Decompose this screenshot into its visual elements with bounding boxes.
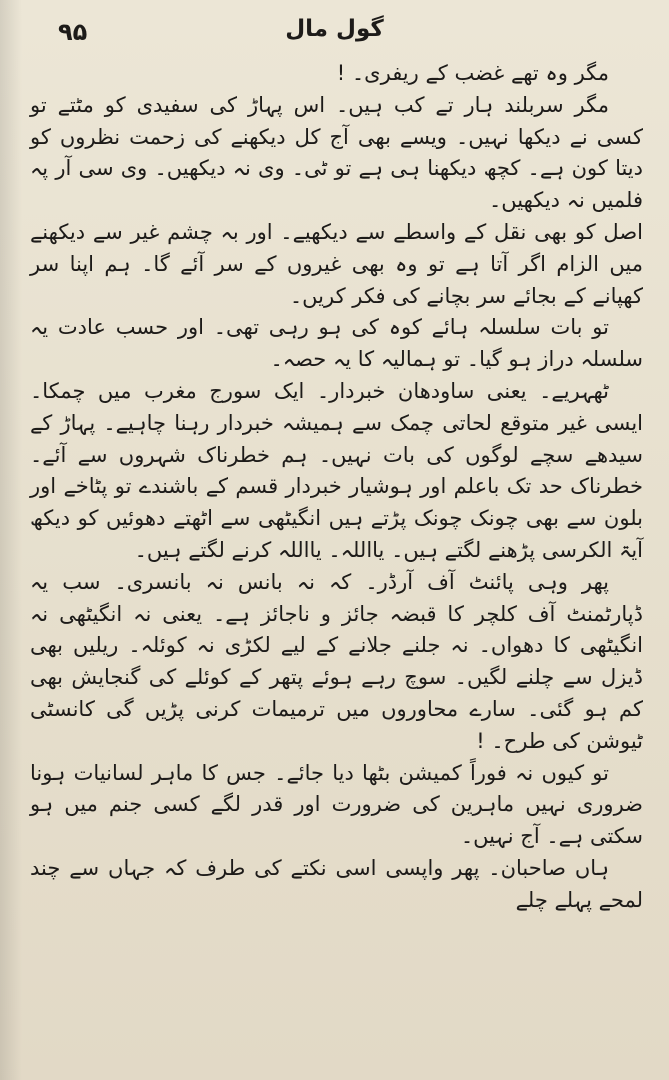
paragraph-2: مگر سربلند ہار تے کب ہیں۔ اس پہاڑ کی سفیدی کو مٹتے تو کسی نے دیکھا نہیں۔ ویسے بھی آج کل دیکھنے کی زحمت نظروں کو دیتا کون ہے۔ کچھ دیکھنا ہی ہے تو ٹی۔ وی نہ دیکھیں۔ وی سی آر پہ فلمیں نہ دیکھیں۔	[30, 92, 643, 213]
paragraph-1: مگر وہ تھے غضب کے ریفری۔ !	[336, 61, 609, 85]
paragraph-8: ہاں صاحبان۔ پھر واپسی اسی نکتے کی طرف کہ جہاں سے چند لمحے پہلے چلے	[30, 855, 643, 912]
body-text	[30, 58, 643, 917]
running-title: گول مال	[285, 16, 384, 42]
paragraph-7: تو کیوں نہ فوراً کمیشن بٹھا دیا جائے۔ جس کا ماہر لسانیات ہونا ضروری نہیں ماہرین کی ضرورت اور قدر لگے کسی جنم میں ہو سکتی ہے۔ آج نہیں۔	[30, 760, 643, 849]
spine-shadow	[0, 0, 22, 1080]
paragraph-6: پھر وہی پائنٹ آف آرڈر۔ کہ نہ بانس نہ بانسری۔ سب یہ ڈپارٹمنٹ آف کلچر کا قبضہ جائز و ناجائز ہے۔ یعنی نہ انگیٹھی نہ انگیٹھی کا دھواں۔ نہ جلنے جلانے کے لیے لکڑی نہ کوئلہ۔ ریلیں بھی ڈیزل سے چلنے لگیں۔ سوچ رہے ہوئے پتھر کے کوئلے کی گنجایش بھی کم ہو گئی۔ سارے محاوروں میں ترمیمات کرنی پڑیں گی کانسٹی ٹیوشن کی طرح۔ !	[30, 569, 643, 753]
paragraph-4: تو بات سلسلہ ہائے کوہ کی ہو رہی تھی۔ اور حسب عادت یہ سلسلہ دراز ہو گیا۔ تو ہمالیہ کا یہ حصہ۔	[30, 315, 643, 372]
paragraph-3: اصل کو بھی نقل کے واسطے سے دیکھیے۔ اور بہ چشم غیر سے دیکھنے میں الزام اگر آتا ہے تو وہ بھی غیروں کے سر آئے گا۔ ہم اپنا سر کھپانے کے بجائے سر بچانے کی فکر کریں۔	[30, 219, 643, 308]
paragraph-5: ٹھہریے۔ یعنی ساودھان خبردار۔ ایک سورج مغرب میں چمکا۔ ایسی غیر متوقع لحاتی چمک سے ہمیشہ خبردار رہنا چاہیے۔ پہاڑ کے سیدھے سچے لوگوں کی بات نہیں۔ ہم خطرناک شہروں سے آئے۔ خطرناک حد تک باعلم اور ہوشیار خبردار قسم کے باشندے تو پٹاخے اور بلون سے بھی چونک چونک پڑتے ہیں انگیٹھی سے اٹھتے دھوئیں کو دیکھ آیۃ الکرسی پڑھنے لگتے ہیں۔ یااللہ۔ یااللہ کرنے لگتے ہیں۔	[30, 378, 643, 562]
page-number: ۹۵	[58, 18, 88, 46]
